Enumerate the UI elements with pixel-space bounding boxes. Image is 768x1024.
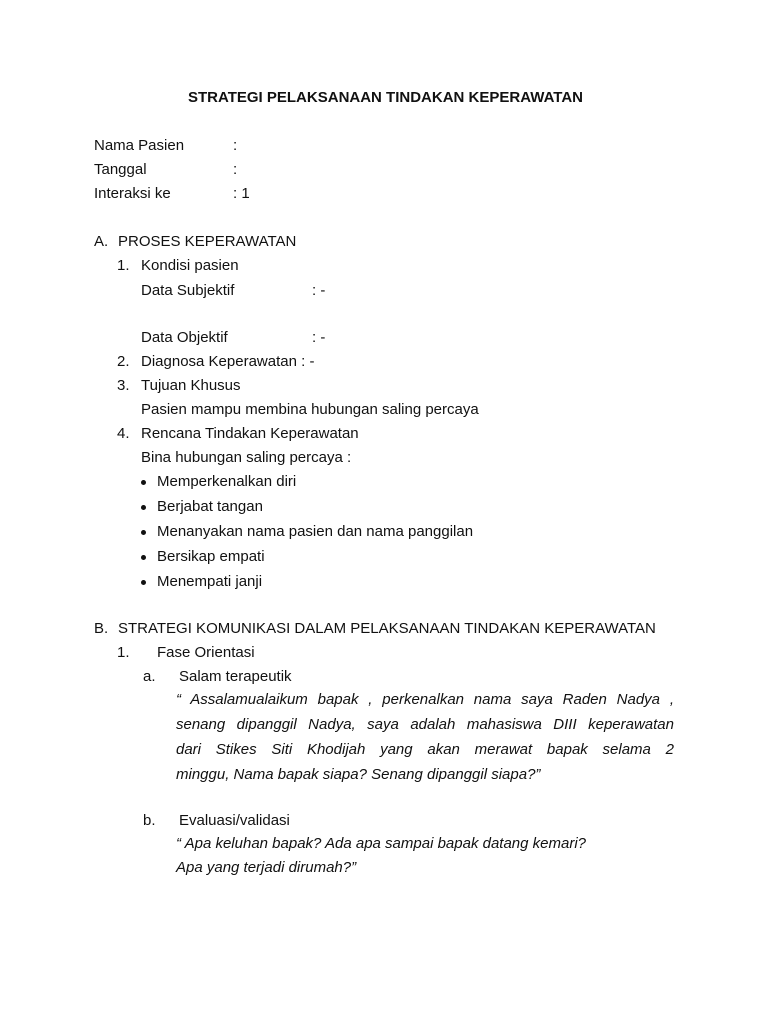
salam-line: senang dipanggil Nadya, saya adalah mahasiswa DIII keperawatan <box>176 716 674 733</box>
item-3-label: Tujuan Khusus <box>141 377 241 394</box>
rencana-text: Bina hubungan saling percaya : <box>141 449 352 466</box>
item-3-num: 3. <box>117 377 130 394</box>
interaksi-label: Interaksi ke <box>94 185 171 202</box>
item-2-num: 2. <box>117 353 130 370</box>
bullet-dot-icon <box>141 530 146 535</box>
bullet-dot-icon <box>141 480 146 485</box>
nama-pasien-label: Nama Pasien <box>94 137 185 154</box>
bullet-dot-icon <box>141 505 146 510</box>
section-b-title: STRATEGI KOMUNIKASI DALAM PELAKSANAAN TINDAKAN KEPERAWATAN <box>118 620 656 637</box>
item-4-label: Rencana Tindakan Keperawatan <box>141 425 359 442</box>
data-objektif-label: Data Objektif <box>141 329 228 346</box>
salam-line: minggu, Nama bapak siapa? Senang dipanggil siapa?” <box>176 766 541 783</box>
item-1-label: Kondisi pasien <box>141 257 239 274</box>
item-4-num: 4. <box>117 425 130 442</box>
bullet-item: Bersikap empati <box>157 548 265 565</box>
item-2-label: Diagnosa Keperawatan : - <box>141 353 315 370</box>
evaluasi-line: “ Apa keluhan bapak? Ada apa sampai bapak datang kemari? <box>176 835 587 852</box>
evaluasi-line: Apa yang terjadi dirumah?” <box>176 859 357 876</box>
bullet-item: Menempati janji <box>157 573 263 590</box>
bullet-dot-icon <box>141 580 146 585</box>
salam-line: dari Stikes Siti Khodijah yang akan merawat bapak selama 2 <box>176 741 674 758</box>
section-a-title: PROSES KEPERAWATAN <box>118 233 297 250</box>
bullet-item: Menanyakan nama pasien dan nama panggilan <box>157 523 474 540</box>
bullet-item: Memperkenalkan diri <box>157 473 297 490</box>
nama-pasien-value: : <box>233 137 238 154</box>
tanggal-label: Tanggal <box>94 161 147 178</box>
sub-b-label: Evaluasi/validasi <box>179 812 290 829</box>
section-a-marker: A. <box>94 233 109 250</box>
fase-num: 1. <box>117 644 130 661</box>
data-objektif-value: : - <box>312 329 326 346</box>
bullet-item: Berjabat tangan <box>157 498 263 515</box>
sub-a-marker: a. <box>143 668 156 685</box>
page-title: STRATEGI PELAKSANAAN TINDAKAN KEPERAWATAN <box>188 89 584 106</box>
tujuan-text: Pasien mampu membina hubungan saling percaya <box>141 401 479 418</box>
data-subjektif-label: Data Subjektif <box>141 282 235 299</box>
data-subjektif-value: : - <box>312 282 326 299</box>
fase-label: Fase Orientasi <box>157 644 255 661</box>
bullet-dot-icon <box>141 555 146 560</box>
sub-b-marker: b. <box>143 812 156 829</box>
interaksi-value: : 1 <box>233 185 250 202</box>
sub-a-label: Salam terapeutik <box>179 668 292 685</box>
salam-line: “ Assalamualaikum bapak , perkenalkan nama saya Raden Nadya , <box>176 691 674 708</box>
section-b-marker: B. <box>94 620 109 637</box>
tanggal-value: : <box>233 161 238 178</box>
item-1-num: 1. <box>117 257 130 274</box>
